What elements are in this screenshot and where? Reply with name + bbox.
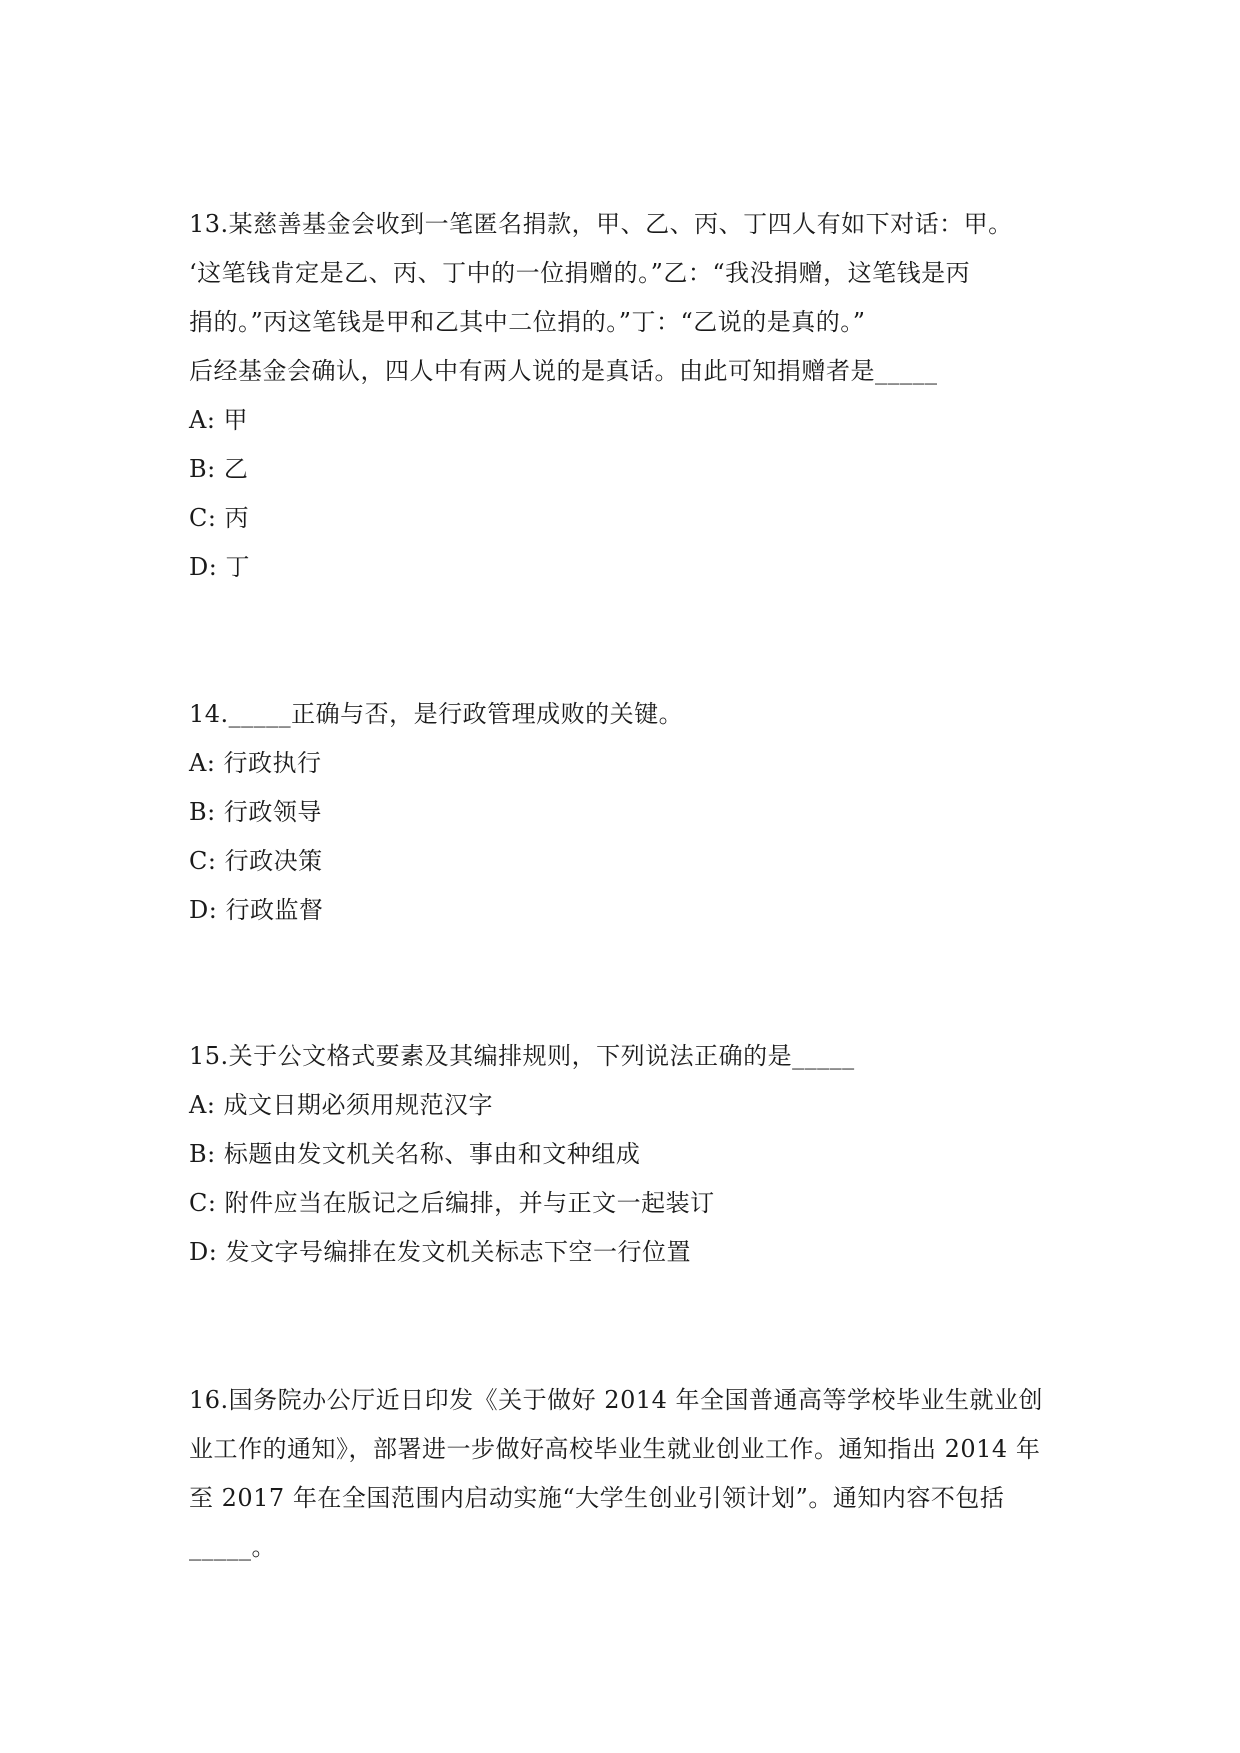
question-16-line-2: 业工作的通知》，部署进一步做好高校毕业生就业创业工作。通知指出 2014 年 — [189, 1435, 1041, 1463]
question-16-line-3: 至 2017 年在全国范围内启动实施“大学生创业引领计划”。通知内容不包括 — [189, 1484, 1005, 1512]
question-16-line-4: _____。 — [189, 1533, 276, 1561]
question-13-line-2: ‘这笔钱肯定是乙、丙、丁中的一位捐赠的。”乙：“我没捐赠，这笔钱是丙 — [189, 259, 971, 287]
question-14-option-c: C: 行政决策 — [189, 847, 323, 875]
question-13-line-4: 后经基金会确认，四人中有两人说的是真话。由此可知捐赠者是_____ — [189, 357, 938, 385]
question-13-option-a: A: 甲 — [189, 406, 249, 434]
question-13-line-1: 13.某慈善基金会收到一笔匿名捐款，甲、乙、丙、丁四人有如下对话：甲。 — [189, 210, 1013, 238]
question-13 — [189, 200, 1049, 592]
question-13-option-d: D: 丁 — [189, 553, 250, 581]
question-15-option-b: B: 标题由发文机关名称、事由和文种组成 — [189, 1140, 641, 1168]
question-13-line-3: 捐的。”丙这笔钱是甲和乙其中二位捐的。”丁：“乙说的是真的。” — [189, 308, 866, 336]
question-15-option-c: C: 附件应当在版记之后编排，并与正文一起装订 — [189, 1189, 715, 1217]
question-16 — [189, 1376, 1049, 1572]
question-14-option-b: B: 行政领导 — [189, 798, 322, 826]
question-15-line-1: 15.关于公文格式要素及其编排规则，下列说法正确的是_____ — [189, 1042, 855, 1070]
question-15-option-d: D: 发文字号编排在发文机关标志下空一行位置 — [189, 1238, 691, 1266]
question-14 — [189, 690, 1049, 935]
question-15-option-a: A: 成文日期必须用规范汉字 — [189, 1091, 494, 1119]
question-13-option-b: B: 乙 — [189, 455, 249, 483]
question-14-option-a: A: 行政执行 — [189, 749, 322, 777]
question-14-option-d: D: 行政监督 — [189, 896, 324, 924]
question-14-line-1: 14._____正确与否，是行政管理成败的关键。 — [189, 700, 684, 728]
question-16-line-1: 16.国务院办公厅近日印发《关于做好 2014 年全国普通高等学校毕业生就业创 — [189, 1386, 1044, 1414]
question-13-option-c: C: 丙 — [189, 504, 250, 532]
question-15 — [189, 1032, 1049, 1277]
